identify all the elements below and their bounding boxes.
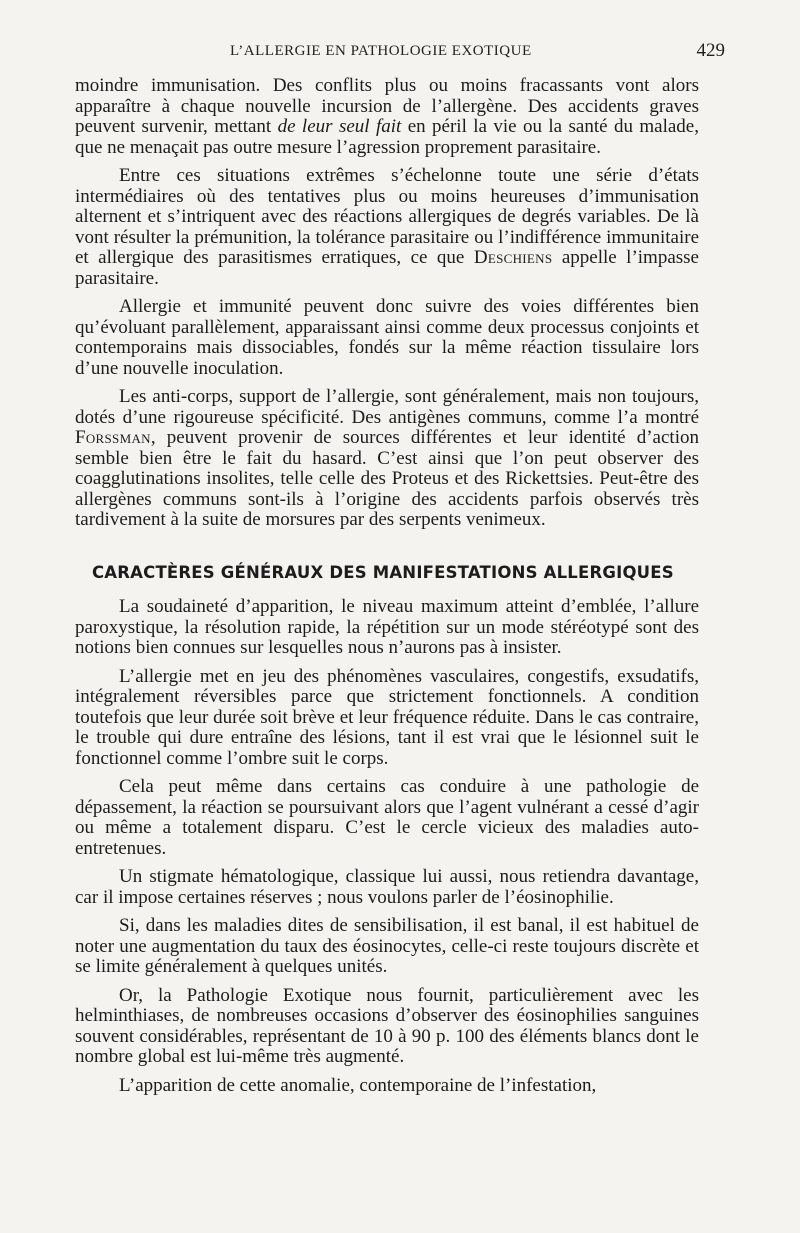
page-number: 429 — [696, 40, 725, 61]
paragraph-8: Un stigmate hématologique, classique lui aussi, nous retiendra davantage, car il impose certaines réserves ; nous voulons parler de l’éosinophilie. — [75, 866, 699, 908]
paragraph-9: Si, dans les maladies dites de sensibilisation, il est banal, il est habituel de noter une augmentation du taux des éosinocytes, celle-ci reste toujours discrète et se limite généralement à quelques unités. — [75, 915, 699, 977]
paragraph-10: Or, la Pathologie Exotique nous fournit, particulièrement avec les helminthiases, de nombreuses occasions d’observer des éosinophilies sanguines souvent considérables, représentant de 10 à 90 p. 100 des éléments blancs dont le nombre global est lui-même très augmenté. — [75, 984, 699, 1067]
paragraph-2-text-a: Entre ces situations extrêmes s’échelonne toute une série d’états intermédiaires où des tentatives plus ou moins heureuses d’immunisation alternent et s’intriquent avec des réactions allergiques de degrés variables. De là vont résulter la prémunition, la tolérance parasitaire ou l’indifférence immunitaire et allergique des parasitismes erratiques, ce que — [75, 165, 699, 268]
section-heading: CARACTÈRES GÉNÉRAUX DES MANIFESTATIONS ALLERGIQUES — [92, 562, 674, 582]
running-head — [75, 40, 725, 65]
paragraph-6: L’allergie met en jeu des phénomènes vasculaires, congestifs, exsudatifs, intégralement réversibles parce que strictement fonctionnels. A condition toutefois que leur durée soit brève et leur fréquence réduite. Dans le cas contraire, le trouble qui dure entraîne des lésions, tant il est vrai que le lésionnel suit le fonctionnel comme l’ombre suit le corps. — [75, 665, 699, 769]
author-forssman: Forssman — [75, 427, 151, 448]
paragraph-1-text-b: en péril la vie ou la santé du malade, que ne menaçait pas outre mesure l’agression proprement parasitaire. — [75, 116, 699, 158]
paragraph-1-italic: de leur seul fait — [277, 116, 402, 137]
paragraph-11: L’apparition de cette anomalie, contemporaine de l’infestation, — [119, 1074, 597, 1096]
paragraph-1-text-a: moindre immunisation. Des conflits plus ou moins fracassants vont alors apparaître à chaque nouvelle incursion de l’allergène. Des accidents graves peuvent survenir, mettant — [75, 75, 699, 137]
running-title: L’ALLERGIE EN PATHOLOGIE EXOTIQUE — [230, 43, 532, 59]
author-deschiens: Deschiens — [473, 247, 553, 268]
paragraph-7: Cela peut même dans certains cas conduire à une pathologie de dépassement, la réaction se poursuivant alors que l’agent vulnérant a cessé d’agir ou même a totalement disparu. C’est le cercle vicieux des maladies auto-entretenues. — [75, 776, 699, 859]
paragraph-5: La soudaineté d’apparition, le niveau maximum atteint d’emblée, l’allure paroxystique, la résolution rapide, la répétition sur un mode stéréotypé sont des notions bien connues sur lesquelles nous n’aurons pas à insister. — [75, 596, 699, 658]
paragraph-4-text-b: , peuvent provenir de sources différentes et leur identité d’action semble bien être le fait du hasard. C’est ainsi que l’on peut observer des coagglutinations insolites, telle celle des Proteus et des Rickettsies. Peut-être des allergènes communs sont-ils à l’origine des accidents parfois observés très tardivement à la suite de morsures par des serpents venimeux. — [75, 427, 699, 530]
paragraph-3: Allergie et immunité peuvent donc suivre des voies différentes bien qu’évoluant parallèlement, apparaissant ainsi comme deux processus conjoints et contemporains mais dissociables, fondés sur la même réaction tissulaire lors d’une nouvelle inoculation. — [75, 296, 699, 379]
paragraph-4 — [75, 387, 699, 531]
paragraph-2 — [75, 166, 699, 289]
body-text — [75, 76, 699, 1104]
paragraph-1 — [75, 76, 699, 158]
paragraph-2-text-b: appelle l’impasse parasitaire. — [75, 247, 699, 289]
paragraph-4-text-a: Les anti-corps, support de l’allergie, sont généralement, mais non toujours, dotés d’une rigoureuse spécificité. Des antigènes communs, comme l’a montré — [75, 386, 699, 428]
